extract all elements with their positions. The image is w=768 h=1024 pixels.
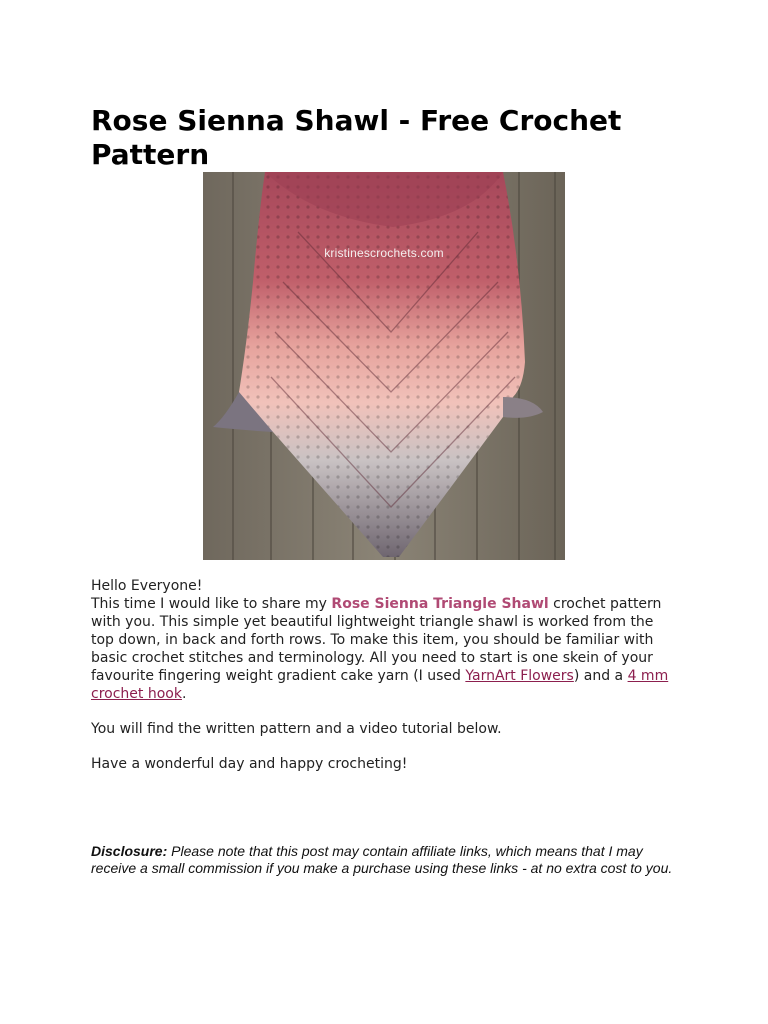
disclosure-label: Disclosure: — [91, 843, 168, 859]
pattern-name-highlight: Rose Sienna Triangle Shawl — [331, 596, 549, 612]
greeting-line — [91, 577, 676, 595]
post-body — [91, 577, 676, 790]
closing-text: Have a wonderful day and happy crocheting! — [91, 756, 408, 772]
intro-text-4: . — [181, 686, 187, 702]
intro-paragraph — [91, 595, 676, 703]
shawl-photo — [203, 172, 565, 560]
intro-text-2: crochet pattern with you. This simple yet beautiful lightweight triangle shawl is worked from the top down, in back and forth rows. To make this item, you should be familiar with basic crochet stitches and terminology. All you need to start is one skein of your favourite fingering weight gradient cake yarn (I used — [91, 596, 662, 684]
greeting: Hello Everyone! — [91, 578, 203, 594]
image-watermark: kristinescrochets.com — [324, 246, 444, 260]
crochet-hook-link[interactable]: 4 mm crochet hook — [91, 668, 669, 702]
shawl-illustration — [203, 172, 565, 560]
page-title: Rose Sienna Shawl - Free Crochet Pattern — [91, 104, 622, 171]
tutorial-paragraph: You will find the written pattern and a video tutorial below. — [91, 721, 502, 737]
closing-line — [91, 755, 676, 773]
intro-text-1: This time I would like to share my — [91, 596, 332, 612]
intro-text-3: ) and a — [573, 668, 628, 684]
disclosure-note — [91, 843, 676, 877]
disclosure-text: Please note that this post may contain affiliate links, which means that I may receive a small commission if you make a purchase using these links - at no extra cost to you. — [91, 843, 673, 876]
yarnart-flowers-link[interactable]: YarnArt Flowers — [465, 668, 574, 684]
